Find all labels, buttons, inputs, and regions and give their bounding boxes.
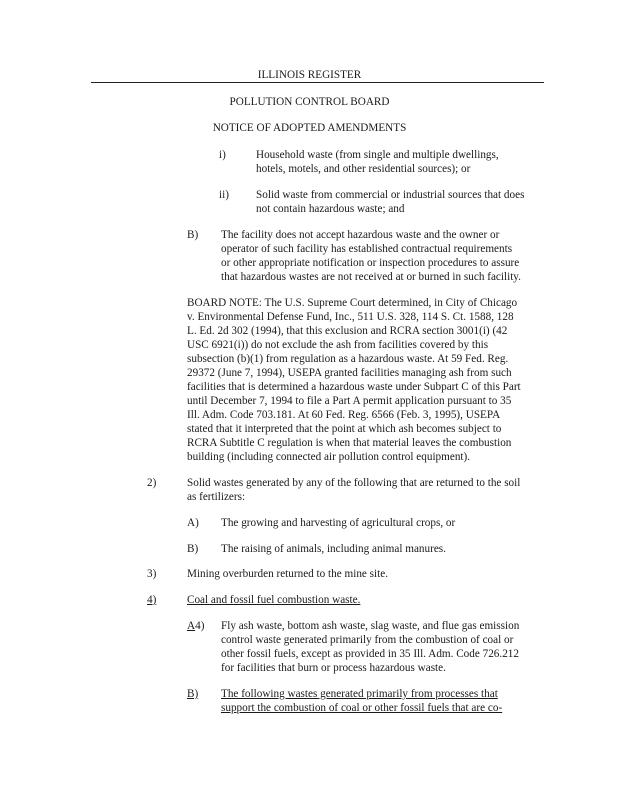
board-note-line: 29372 (June 7, 1994), USEPA granted facilities managing ash from such [187, 367, 512, 379]
item-i-line: hotels, motels, and other residential sources); or [256, 163, 471, 175]
item-i-line: Household waste (from single and multiple dwellings, [256, 149, 499, 161]
section-2-line: Solid wastes generated by any of the following that are returned to the soil [187, 477, 521, 489]
board-note-line: RCRA Subtitle C regulation is when that material leaves the combustion [187, 437, 512, 449]
item-B-line: or other appropriate notification or inspection procedures to assure [221, 257, 520, 269]
section-4-A-line: control waste generated primarily from the combustion of coal or [221, 634, 514, 646]
board-note-line: building (including connected air pollution control equipment). [187, 451, 471, 463]
section-3-text: Mining overburden returned to the mine site. [187, 568, 389, 580]
section-2-B-label: B) [187, 543, 199, 555]
board-note-line: stated that it interpreted that the point at which ash becomes subject to [187, 423, 502, 435]
notice-title: NOTICE OF ADOPTED AMENDMENTS [212, 122, 407, 134]
item-i-label: i) [219, 149, 226, 161]
section-4-A-line: for facilities that burn or process hazardous waste. [221, 662, 446, 674]
section-4-B-line: support the combustion of coal or other fossil fuels that are co- [221, 702, 503, 714]
inserted-label-letter: A [187, 620, 196, 632]
section-4-A-label [187, 619, 204, 633]
header-rule [91, 82, 544, 83]
section-2-A-text: The growing and harvesting of agricultural crops, or [221, 517, 456, 529]
board-note-line: USC 6921(i)) do not exclude the ash from facilities covered by this [187, 339, 489, 351]
board-note-line: subsection (b)(1) from regulation as a hazardous waste. At 59 Fed. Reg. [187, 353, 509, 365]
board-note-line: Ill. Adm. Code 703.181. At 60 Fed. Reg. 6566 (Feb. 3, 1995), USEPA [187, 409, 501, 421]
section-3-number: 3) [147, 568, 157, 580]
item-ii-label: ii) [219, 189, 229, 201]
item-B-line: that hazardous wastes are not received at or burned in such facility. [221, 271, 521, 283]
item-B-line: The facility does not accept hazardous waste and the owner or [221, 229, 500, 241]
label-suffix: 4) [195, 620, 205, 632]
board-note-line: until December 7, 1994 to file a Part A permit application pursuant to 35 [187, 395, 512, 407]
section-4-B-label: B) [187, 688, 199, 700]
item-B-line: operator of such facility has established contractual requirements [221, 243, 513, 255]
section-4-A-line: other fossil fuels, except as provided in 35 Ill. Adm. Code 726.212 [221, 648, 519, 660]
section-2-A-label: A) [187, 517, 199, 529]
board-note-line: facilities that is determined a hazardous waste under Subpart C of this Part [187, 381, 521, 393]
item-B-label: B) [187, 229, 199, 241]
section-4-B-line: The following wastes generated primarily from processes that [221, 688, 498, 700]
board-note-line: L. Ed. 2d 302 (1994), that this exclusion and RCRA section 3001(i) (42 [187, 325, 508, 337]
item-ii-line: not contain hazardous waste; and [256, 203, 405, 215]
section-2-B-text: The raising of animals, including animal manures. [221, 543, 446, 555]
section-2-line: as fertilizers: [187, 491, 246, 503]
item-ii-line: Solid waste from commercial or industrial sources that does [256, 189, 525, 201]
section-4-number: 4) [147, 594, 157, 606]
register-title: ILLINOIS REGISTER [257, 69, 362, 81]
section-4-title: Coal and fossil fuel combustion waste. [187, 594, 361, 606]
board-note-line: BOARD NOTE: The U.S. Supreme Court determined, in City of Chicago [187, 297, 518, 309]
section-2-number: 2) [147, 477, 157, 489]
board-title: POLLUTION CONTROL BOARD [229, 96, 390, 108]
section-4-A-line: Fly ash waste, bottom ash waste, slag waste, and flue gas emission [221, 620, 520, 632]
board-note-line: v. Environmental Defense Fund, Inc., 511 U.S. 328, 114 S. Ct. 1588, 128 [187, 311, 514, 323]
